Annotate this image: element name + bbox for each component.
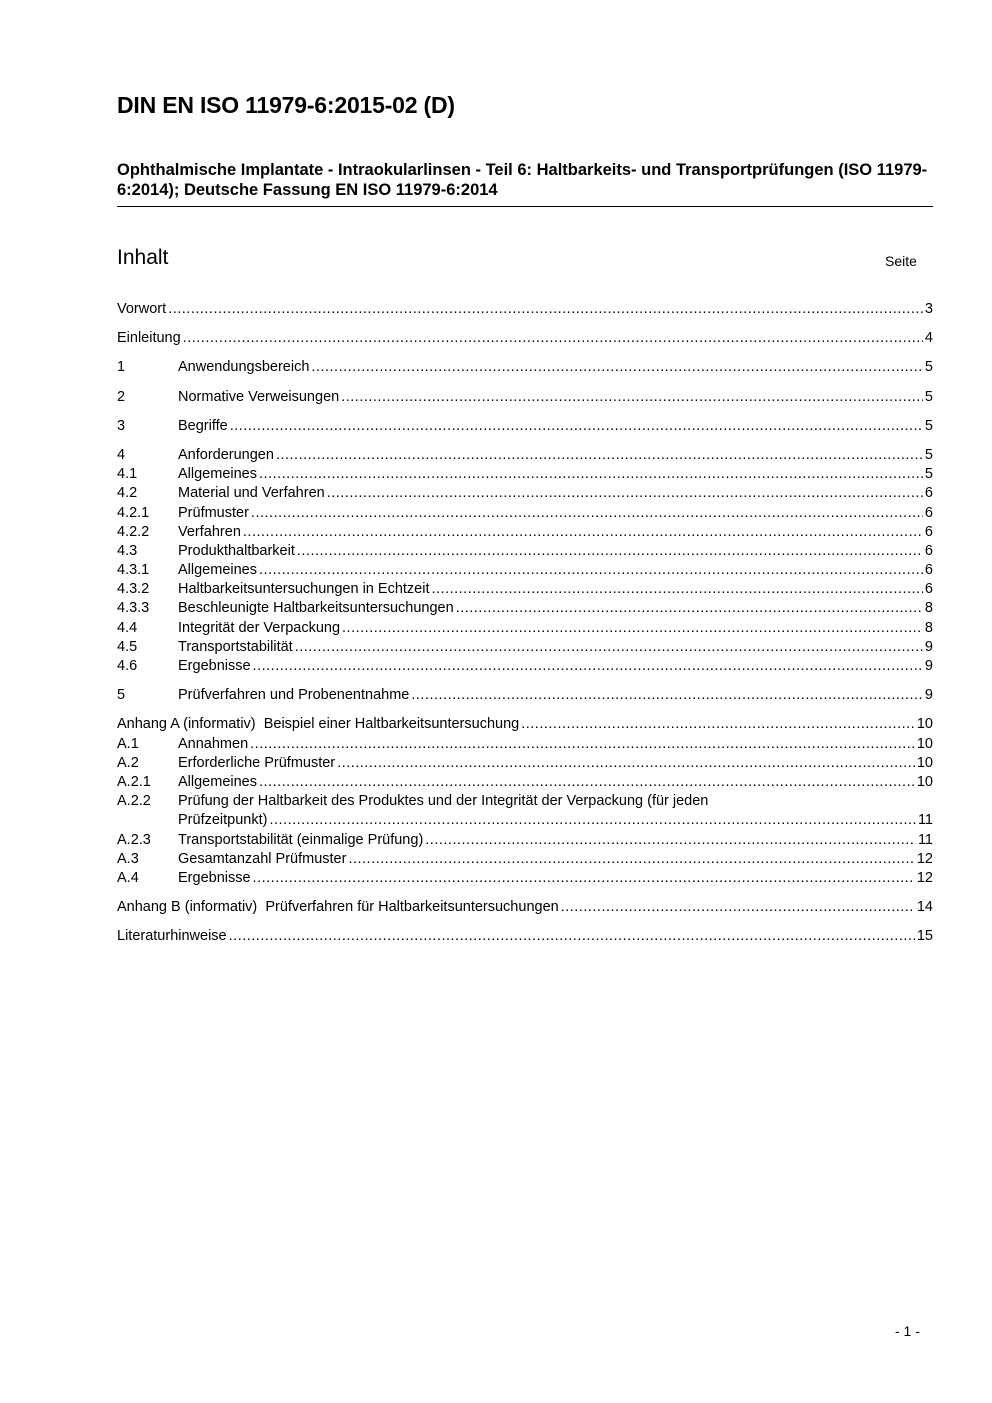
toc-entry-page: 5 bbox=[924, 466, 933, 483]
toc-entry-title: Normative Verweisungen bbox=[178, 388, 341, 407]
toc-entry-page: 15 bbox=[916, 928, 933, 945]
toc-entry-a-3[interactable] bbox=[117, 850, 933, 869]
toc-entry-4-1[interactable] bbox=[117, 465, 933, 484]
toc-entry-number: A.3 bbox=[117, 850, 139, 867]
toc-entry-page: 9 bbox=[924, 638, 933, 655]
toc-entry-page: 8 bbox=[924, 600, 933, 617]
toc-entry-a-1[interactable] bbox=[117, 735, 933, 754]
toc-entry-page: 12 bbox=[916, 850, 933, 867]
toc-entry-number: 4.2.1 bbox=[117, 504, 150, 521]
toc-entry-number: 1 bbox=[117, 359, 126, 376]
toc-entry-page: 5 bbox=[924, 388, 933, 405]
toc-entry-4-6[interactable] bbox=[117, 657, 933, 676]
toc-entry-number: 4.4 bbox=[117, 619, 138, 636]
toc-entry-number: A.2.1 bbox=[117, 773, 151, 790]
toc-entry-4-3[interactable] bbox=[117, 542, 933, 561]
toc-entry-number: 4.3.2 bbox=[117, 581, 150, 598]
toc-entry-4-2-2[interactable] bbox=[117, 523, 933, 542]
page-number: - 1 - bbox=[895, 1323, 920, 1339]
page-column-label: Seite bbox=[885, 253, 917, 269]
toc-entry-title: Allgemeines bbox=[178, 561, 259, 580]
toc-entry-vorwort[interactable] bbox=[117, 300, 933, 319]
annex-prefix: Anhang B bbox=[117, 899, 181, 916]
annex-prefix: Anhang A bbox=[117, 716, 180, 733]
toc-entry-number: A.2.3 bbox=[117, 831, 151, 848]
toc-entry-literaturhinweise[interactable] bbox=[117, 927, 933, 946]
toc-entry-title: Literaturhinweise bbox=[117, 927, 229, 946]
toc-entry-title: Erforderliche Prüfmuster bbox=[178, 754, 337, 773]
toc-entry-4-3-1[interactable] bbox=[117, 561, 933, 580]
title-divider bbox=[117, 206, 933, 207]
toc-entry-annex-b[interactable] bbox=[117, 898, 933, 917]
toc-entry-4-5[interactable] bbox=[117, 638, 933, 657]
toc-entry-page: 10 bbox=[916, 735, 933, 752]
toc-entry-number: A.4 bbox=[117, 869, 139, 886]
toc-entry-title: Einleitung bbox=[117, 329, 183, 348]
toc-entry-number: 5 bbox=[117, 687, 126, 704]
toc-entry-number: 4.1 bbox=[117, 466, 138, 483]
toc-entry-page: 6 bbox=[924, 485, 933, 502]
toc-entry-page: 6 bbox=[924, 523, 933, 540]
toc-entry-a-2-2[interactable] bbox=[117, 792, 933, 830]
toc-entry-title: Ergebnisse bbox=[178, 869, 253, 888]
toc-entry-number: 4.3 bbox=[117, 542, 138, 559]
toc-entry-page: 12 bbox=[916, 869, 933, 886]
toc-entry-title: Gesamtanzahl Prüfmuster bbox=[178, 850, 348, 869]
toc-entry-title: Verfahren bbox=[178, 523, 243, 542]
toc-entry-einleitung[interactable] bbox=[117, 329, 933, 348]
toc-entry-number: 4.3.3 bbox=[117, 600, 150, 617]
toc-entry-number: A.2.2 bbox=[117, 793, 151, 810]
toc-entry-number: 4 bbox=[117, 446, 126, 463]
toc-entry-4-4[interactable] bbox=[117, 619, 933, 638]
toc-entry-page: 10 bbox=[916, 716, 933, 733]
toc-entry-title: Material und Verfahren bbox=[178, 484, 327, 503]
toc-entry-number: 4.5 bbox=[117, 638, 138, 655]
toc-entry-title: Integrität der Verpackung bbox=[178, 619, 342, 638]
toc-entry-page: 5 bbox=[924, 359, 933, 376]
toc-entry-title-line2: Prüfzeitpunkt) bbox=[178, 811, 269, 830]
toc-entry-number: 4.2 bbox=[117, 485, 138, 502]
toc-entry-title: Allgemeines bbox=[178, 773, 259, 792]
toc-entry-page: 9 bbox=[924, 687, 933, 704]
toc-entry-5[interactable] bbox=[117, 686, 933, 705]
toc-entry-title: Vorwort bbox=[117, 300, 168, 319]
toc-entry-a-2-1[interactable] bbox=[117, 773, 933, 792]
toc-entry-title: Allgemeines bbox=[178, 465, 259, 484]
toc-entry-number: 4.6 bbox=[117, 658, 138, 674]
toc-entry-title: Transportstabilität bbox=[178, 638, 295, 657]
toc-entry-page: 14 bbox=[916, 899, 933, 916]
toc-entry-number: A.1 bbox=[117, 735, 139, 752]
toc-entry-page: 5 bbox=[924, 417, 933, 434]
toc-entry-title-line1: Prüfung der Haltbarkeit des Produktes und der Integrität der Verpackung (für jeden bbox=[178, 793, 709, 810]
toc-entry-title: Beispiel einer Haltbarkeitsuntersuchung bbox=[263, 716, 520, 733]
toc-entry-page: 10 bbox=[916, 754, 933, 771]
toc-entry-number: 4.3.1 bbox=[117, 562, 150, 579]
annex-informative: (informativ) bbox=[183, 716, 256, 733]
toc-entry-page: 3 bbox=[924, 301, 933, 317]
toc-entry-title: Anwendungsbereich bbox=[178, 358, 311, 377]
toc-heading: Inhalt bbox=[117, 246, 169, 269]
toc-entry-page: 11 bbox=[917, 812, 933, 829]
toc-entry-4[interactable] bbox=[117, 446, 933, 465]
toc-entry-page: 6 bbox=[924, 542, 933, 559]
toc-entry-4-3-2[interactable] bbox=[117, 580, 933, 599]
toc-entry-page: 10 bbox=[916, 773, 933, 790]
toc-entry-title: Beschleunigte Haltbarkeitsuntersuchungen bbox=[178, 599, 456, 618]
toc-entry-title: Transportstabilität (einmalige Prüfung) bbox=[178, 831, 425, 850]
annex-informative: (informativ) bbox=[184, 899, 258, 916]
toc-entry-number: 3 bbox=[117, 417, 126, 434]
toc-entry-1[interactable] bbox=[117, 358, 933, 377]
table-of-contents bbox=[117, 300, 933, 946]
toc-entry-page: 4 bbox=[924, 330, 933, 347]
toc-entry-page: 5 bbox=[924, 446, 933, 463]
toc-entry-number: 4.2.2 bbox=[117, 523, 150, 540]
toc-entry-4-2-1[interactable] bbox=[117, 504, 933, 523]
document-title: DIN EN ISO 11979-6:2015-02 (D) bbox=[117, 92, 455, 118]
toc-entry-title: Prüfmuster bbox=[178, 504, 251, 523]
toc-entry-a-2[interactable] bbox=[117, 754, 933, 773]
toc-entry-page: 8 bbox=[924, 619, 933, 636]
toc-entry-page: 6 bbox=[924, 562, 933, 579]
toc-entry-page: 6 bbox=[924, 581, 933, 598]
toc-entry-number: A.2 bbox=[117, 754, 139, 771]
toc-entry-title: Prüfverfahren für Haltbarkeitsuntersuchungen bbox=[265, 899, 559, 916]
toc-entry-title: Produkthaltbarkeit bbox=[178, 542, 297, 561]
toc-entry-2[interactable] bbox=[117, 388, 933, 407]
toc-entry-page: 6 bbox=[924, 504, 933, 521]
toc-entry-title: Ergebnisse bbox=[178, 657, 253, 676]
toc-entry-a-4[interactable] bbox=[117, 869, 933, 888]
toc-entry-page: 9 bbox=[924, 658, 933, 674]
document-subtitle: Ophthalmische Implantate - Intraokularlinsen - Teil 6: Haltbarkeits- und Transportprüfungen (ISO 11979-6:2014); Deutsche Fassung EN ISO 11979-6:2014 bbox=[117, 161, 928, 199]
toc-entry-page: 11 bbox=[917, 831, 933, 848]
toc-entry-annex-a[interactable] bbox=[117, 715, 933, 734]
toc-entry-title: Begriffe bbox=[178, 417, 230, 436]
toc-entry-title: Prüfverfahren und Probenentnahme bbox=[178, 686, 411, 705]
toc-entry-title: Haltbarkeitsuntersuchungen in Echtzeit bbox=[178, 580, 431, 599]
toc-entry-number: 2 bbox=[117, 388, 126, 405]
toc-entry-4-2[interactable] bbox=[117, 484, 933, 503]
toc-entry-3[interactable] bbox=[117, 417, 933, 436]
toc-entry-title: Anforderungen bbox=[178, 446, 276, 465]
toc-entry-4-3-3[interactable] bbox=[117, 599, 933, 618]
toc-entry-a-2-3[interactable] bbox=[117, 831, 933, 850]
toc-entry-title: Annahmen bbox=[178, 735, 250, 754]
